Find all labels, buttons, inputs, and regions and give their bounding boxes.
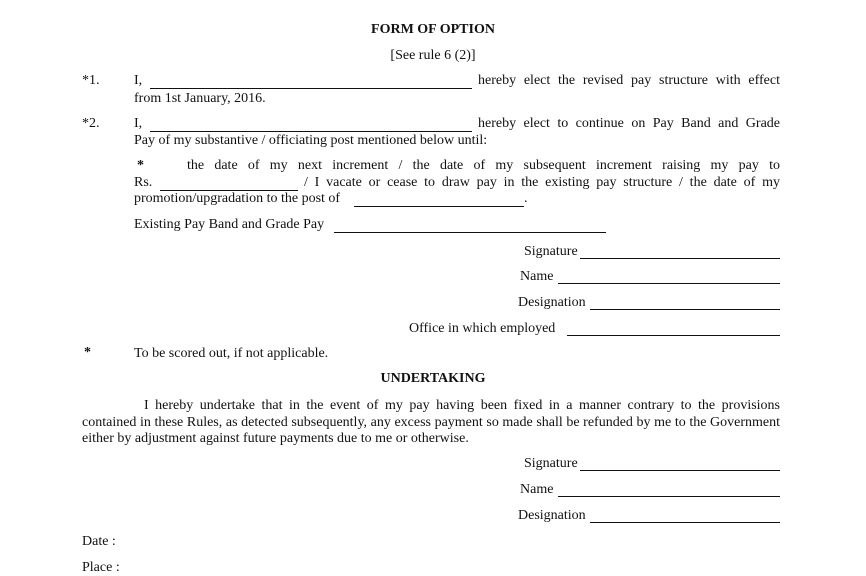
name-blank-2 bbox=[558, 496, 780, 497]
office-blank bbox=[567, 335, 780, 336]
undertaking-body: I hereby undertake that in the event of my pay having been fixed in a manner contrary to the provisions contained in these Rules, as detected subsequently, any excess payment so made shall be refunded by me to the Government either by adjustment against future payments due to me or otherwise. bbox=[82, 398, 780, 446]
item-2-text: hereby elect to continue on Pay Band and Grade bbox=[478, 116, 780, 131]
designation-blank-1 bbox=[590, 309, 780, 310]
form-title: FORM OF OPTION bbox=[371, 22, 495, 37]
sub-option-star: * bbox=[137, 158, 144, 173]
item-2-line2: Pay of my substantive / officiating post mentioned below until: bbox=[134, 133, 488, 148]
place-label: Place : bbox=[82, 560, 120, 575]
sub-option-period: . bbox=[524, 191, 528, 206]
sub-option-line3: promotion/upgradation to the post of bbox=[134, 191, 341, 206]
signature-blank-1 bbox=[580, 258, 780, 259]
post-blank bbox=[354, 206, 524, 207]
designation-label-2: Designation bbox=[518, 508, 586, 523]
sub-option-line1: the date of my next increment / the date of my subsequent increment raising my pay to bbox=[187, 158, 780, 173]
item-1-text: hereby elect the revised pay structure with effect bbox=[478, 73, 780, 88]
item-2-name-blank bbox=[150, 131, 472, 132]
existing-pay-band-blank bbox=[334, 232, 606, 233]
name-blank-1 bbox=[558, 283, 780, 284]
designation-blank-2 bbox=[590, 522, 780, 523]
office-label: Office in which employed bbox=[409, 321, 556, 336]
signature-blank-2 bbox=[580, 470, 780, 471]
signature-label-2: Signature bbox=[524, 456, 578, 471]
item-2-number: *2. bbox=[82, 116, 100, 131]
signature-label-1: Signature bbox=[524, 244, 578, 259]
sub-option-rs: Rs. bbox=[134, 175, 153, 190]
footnote-text: To be scored out, if not applicable. bbox=[134, 346, 329, 361]
name-label-2: Name bbox=[520, 482, 554, 497]
rule-reference: [See rule 6 (2)] bbox=[390, 48, 476, 63]
date-label: Date : bbox=[82, 534, 116, 549]
item-2-prefix: I, bbox=[134, 116, 143, 131]
sub-option-line2: / I vacate or cease to draw pay in the existing pay structure / the date of my bbox=[304, 175, 780, 190]
designation-label-1: Designation bbox=[518, 295, 586, 310]
undertaking-heading: UNDERTAKING bbox=[380, 371, 486, 386]
footnote-star: * bbox=[84, 345, 91, 360]
name-label-1: Name bbox=[520, 269, 554, 284]
item-1-name-blank bbox=[150, 88, 472, 89]
item-1-line2: from 1st January, 2016. bbox=[134, 91, 266, 106]
item-1-prefix: I, bbox=[134, 73, 143, 88]
item-1-number: *1. bbox=[82, 73, 100, 88]
existing-pay-band-label: Existing Pay Band and Grade Pay bbox=[134, 217, 325, 232]
